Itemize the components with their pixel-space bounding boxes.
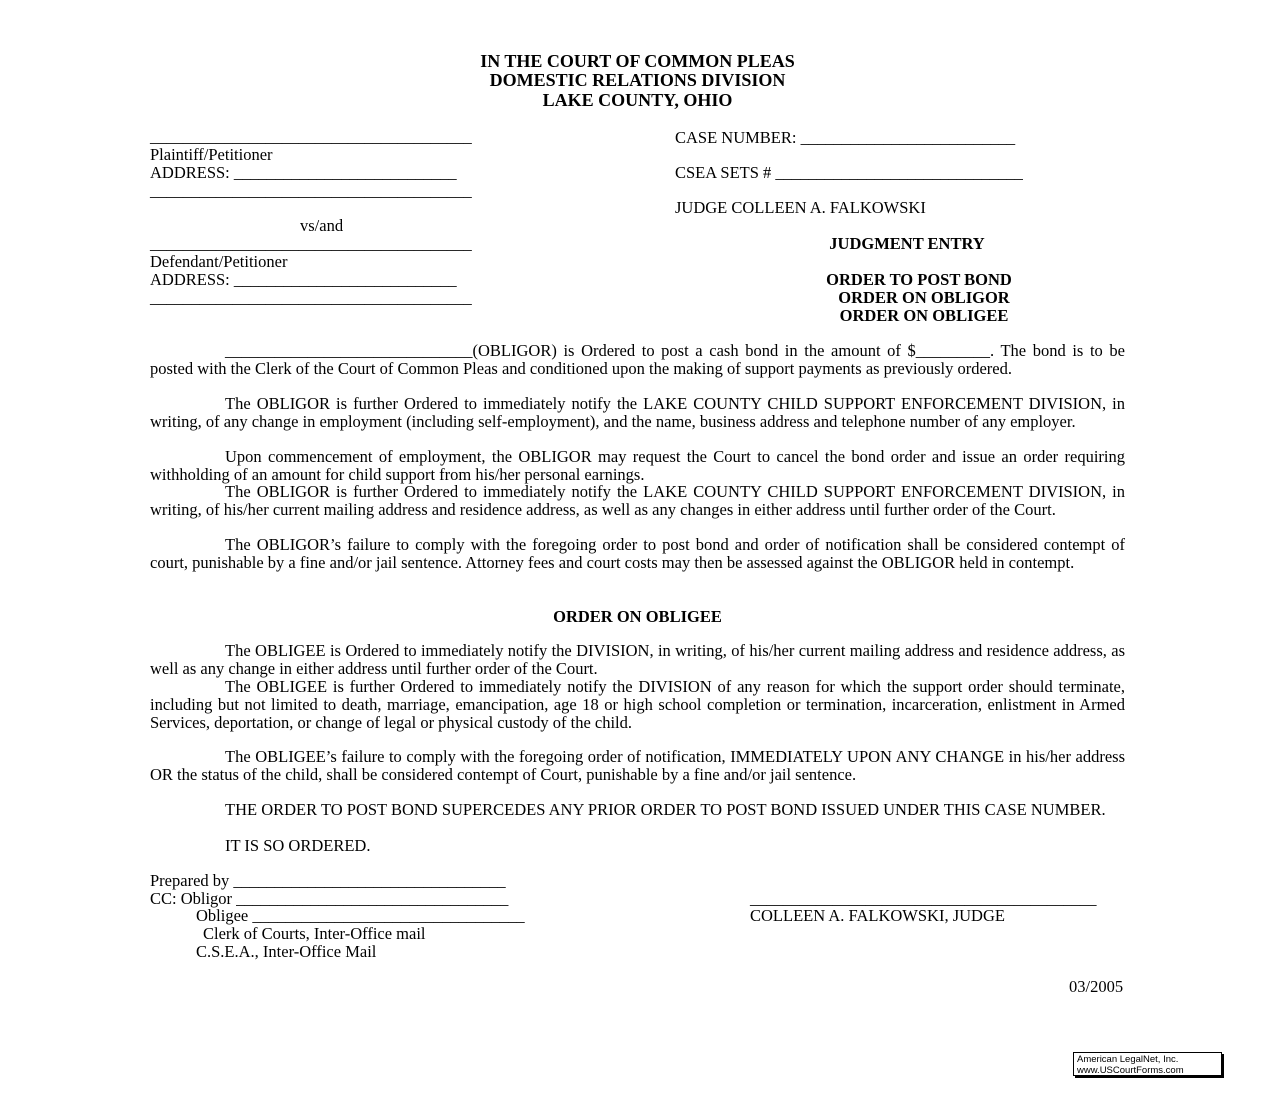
paragraph-obligee-contempt: The OBLIGEE’s failure to comply with the foregoing order of notification, IMMEDIATELY UPON ANY CHANGE in his/her address OR the status of the child, shall be considered contempt of Court, punishable by a fine and/or jail sentence. [150,747,1125,784]
prepared-by-field[interactable]: Prepared by _________________________________ [150,871,506,890]
paragraph-withholding: Upon commencement of employment, the OBLIGOR may request the Court to cancel the bond order and issue an order requiring withholding of an amount for child support from his/her personal earnings. [150,447,1125,484]
cc-clerk: Clerk of Courts, Inter-Office mail [203,924,426,943]
obligee-section-heading: ORDER ON OBLIGEE [553,607,722,626]
plaintiff-name-field[interactable]: _______________________________________ [150,127,472,146]
defendant-address-field[interactable]: ADDRESS: ___________________________ [150,270,457,289]
paragraph-obligee-termination: The OBLIGEE is further Ordered to immediately notify the DIVISION of any reason for which the support order should terminate, including but not limited to death, marriage, emancipation, age 18 or high school completion or termination, incarceration, enlistment in Armed Services, deportation, or change of legal or physical custody of the child. [150,677,1125,732]
paragraph-so-ordered: IT IS SO ORDERED. [225,836,371,855]
plaintiff-address-field[interactable]: ADDRESS: ___________________________ [150,163,457,182]
order-obligor-title: ORDER ON OBLIGOR [838,288,1010,307]
publisher-url: www.USCourtForms.com [1077,1065,1184,1076]
county-name: LAKE COUNTY, OHIO [542,90,733,110]
case-number-field[interactable]: CASE NUMBER: __________________________ [675,128,1016,147]
cc-obligor-field[interactable]: CC: Obligor _________________________________ [150,889,509,908]
defendant-name-field[interactable]: _______________________________________ [150,234,472,253]
paragraph-bond-order: ______________________________(OBLIGOR) is Ordered to post a cash bond in the amount of $_________. The bond is to be posted with the Clerk of the Court of Common Pleas and conditioned upon the making of support payments as previously ordered. [150,341,1125,378]
cc-csea: C.S.E.A., Inter-Office Mail [196,942,377,961]
defendant-address-line2-field[interactable]: _______________________________________ [150,288,472,307]
form-revision-date: 03/2005 [1069,977,1124,996]
paragraph-obligor-contempt: The OBLIGOR’s failure to comply with the foregoing order to post bond and order of notification shall be considered contempt of court, punishable by a fine and/or jail sentence. Attorney fees and court costs may then be assessed against the OBLIGOR held in contempt. [150,535,1125,572]
plaintiff-address-line2-field[interactable]: _______________________________________ [150,181,472,200]
order-obligee-title: ORDER ON OBLIGEE [839,306,1009,325]
order-post-bond-title: ORDER TO POST BOND [826,270,1012,289]
versus-label: vs/and [300,216,344,235]
plaintiff-label: Plaintiff/Petitioner [150,145,273,164]
judge-signature-line[interactable]: __________________________________________ [750,889,1097,908]
publisher-name: American LegalNet, Inc. [1077,1054,1179,1065]
judge-name: JUDGE COLLEEN A. FALKOWSKI [675,198,926,217]
paragraph-obligee-address: The OBLIGEE is Ordered to immediately notify the DIVISION, in writing, of his/her current mailing address and residence address, as well as any change in either address until further order of the Court. [150,641,1125,678]
defendant-label: Defendant/Petitioner [150,252,288,271]
division-name: DOMESTIC RELATIONS DIVISION [489,70,786,90]
judgment-entry-title: JUDGMENT ENTRY [829,234,985,253]
judge-signature-name: COLLEEN A. FALKOWSKI, JUDGE [750,906,1005,925]
paragraph-address-notice: The OBLIGOR is further Ordered to immediately notify the LAKE COUNTY CHILD SUPPORT ENFORCEMENT DIVISION, in writing, of his/her current mailing address and residence address, as well as any changes in either address until further order of the Court. [150,482,1125,519]
csea-sets-field[interactable]: CSEA SETS # ______________________________ [675,163,1023,182]
paragraph-supercedes: THE ORDER TO POST BOND SUPERCEDES ANY PRIOR ORDER TO POST BOND ISSUED UNDER THIS CASE NUMBER. [225,800,1106,819]
cc-obligee-field[interactable]: Obligee _________________________________ [196,906,525,925]
court-name: IN THE COURT OF COMMON PLEAS [480,51,795,71]
publisher-stamp [1073,1052,1222,1076]
paragraph-employment-notice: The OBLIGOR is further Ordered to immediately notify the LAKE COUNTY CHILD SUPPORT ENFORCEMENT DIVISION, in writing, of any change in employment (including self-employment), and the name, business address and telephone number of any employer. [150,394,1125,431]
